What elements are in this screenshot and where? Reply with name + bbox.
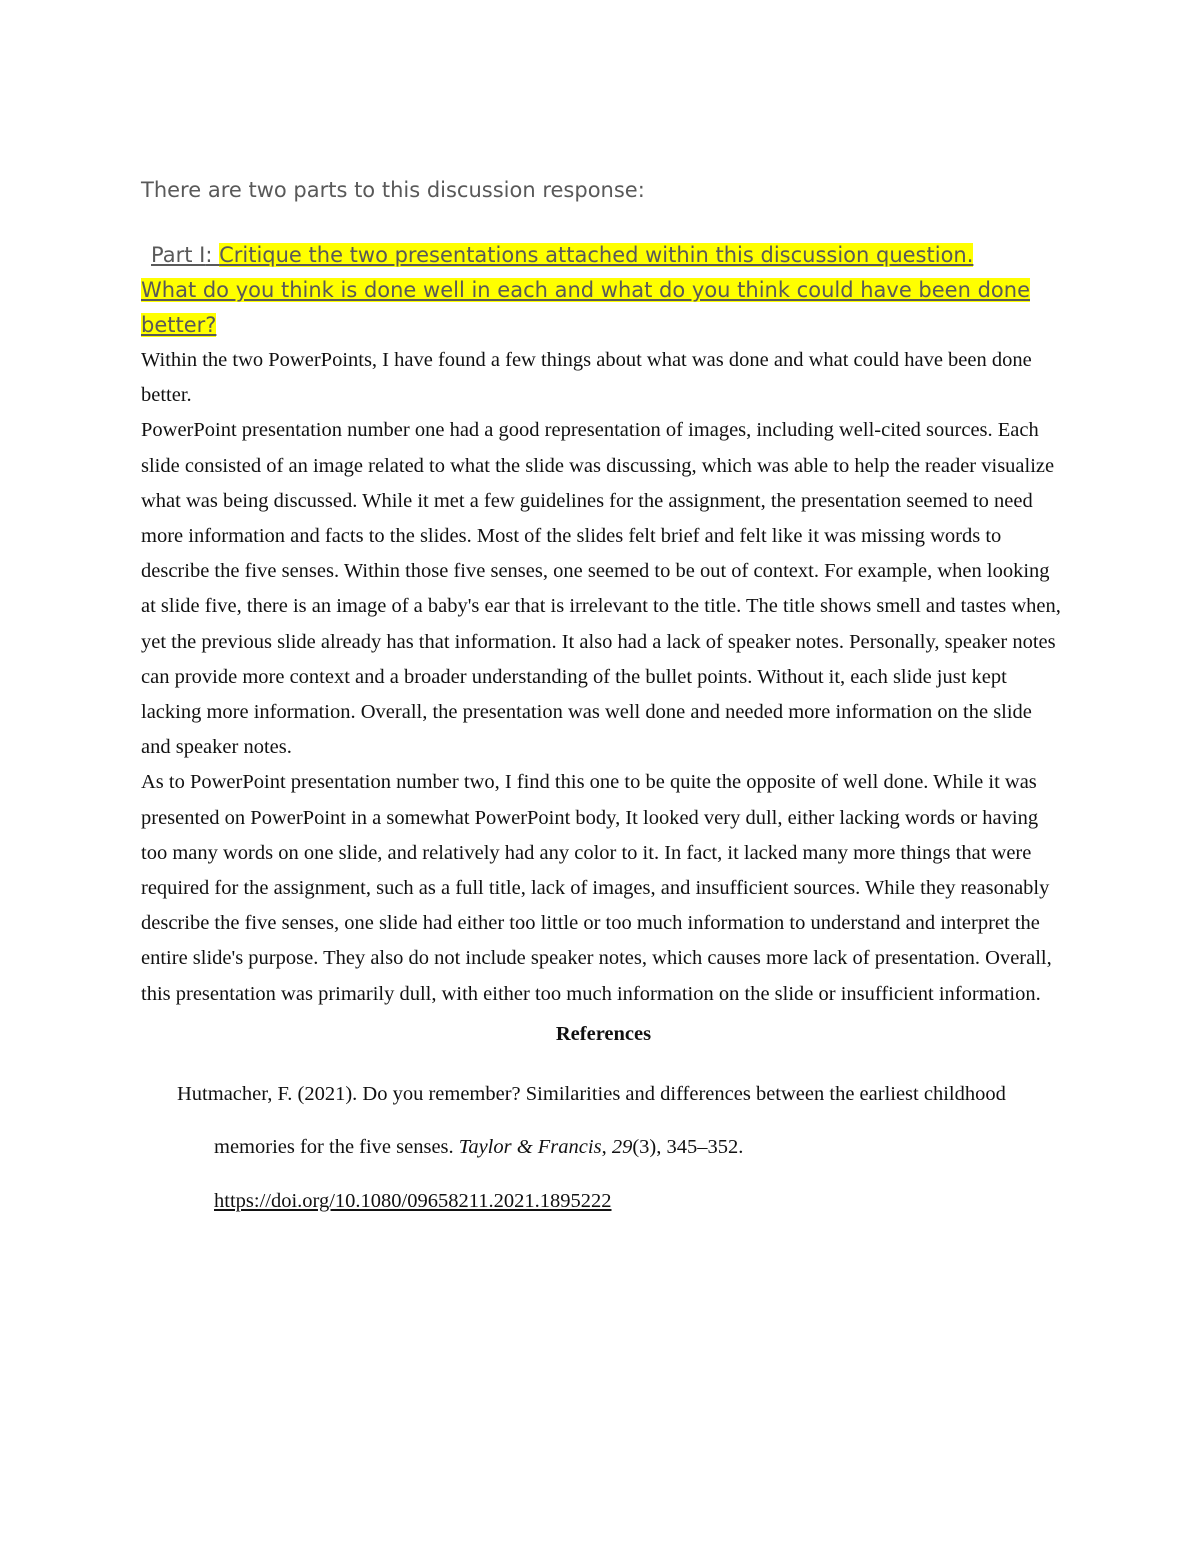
reference-sep: ,	[601, 1136, 612, 1159]
reference-doi-link[interactable]: https://doi.org/10.1080/09658211.2021.1895222	[214, 1189, 612, 1212]
part-one-block	[141, 238, 1066, 343]
document-content	[141, 170, 1066, 1228]
reference-entry	[141, 1068, 1066, 1229]
paragraph-presentation-two: As to PowerPoint presentation number two, I find this one to be quite the opposite of well done. While it was presented on PowerPoint in a somewhat PowerPoint body, It looked very dull, either lacking words or having too many words on one slide, and relatively had any color to it. In fact, it lacked many more things that were required for the assignment, such as a full title, lack of images, and insufficient sources. While they reasonably describe the five senses, one slide had either too little or too much information to understand and interpret the entire slide's purpose. They also do not include speaker notes, which causes more lack of presentation. Overall, this presentation was primarily dull, with either too much information on the slide or insufficient information.	[141, 771, 1052, 1005]
part-label-colon: :	[205, 243, 220, 267]
reference-authors-title: Hutmacher, F. (2021). Do you remember? Similarities and differences between the earliest childhood memories for the five senses.	[177, 1082, 1006, 1159]
reference-journal: Taylor & Francis	[458, 1136, 602, 1159]
part-label	[141, 243, 219, 267]
part-label-prefix: Part I	[151, 243, 206, 267]
references-heading: References	[555, 1022, 652, 1045]
highlighted-question-1: Critique the two presentations attached within this discussion question.	[219, 243, 974, 267]
part-one-question-1	[141, 238, 1066, 273]
highlighted-question-2: What do you think is done well in each and what do you think could have been done better?	[141, 278, 1030, 337]
intro-line: There are two parts to this discussion response:	[141, 178, 645, 202]
reference-issue-pages: (3), 345–352.	[632, 1136, 744, 1159]
part-one-question-2	[141, 273, 1066, 343]
paragraph-presentation-one: PowerPoint presentation number one had a good representation of images, including well-cited sources. Each slide consisted of an image related to what the slide was discussing, which was able to help the reader visualize what was being discussed. While it met a few guidelines for the assignment, the presentation seemed to need more information and facts to the slides. Most of the slides felt brief and felt like it was missing words to describe the five senses. Within those five senses, one seemed to be out of context. For example, when looking at slide five, there is an image of a baby's ear that is irrelevant to the title. The title shows smell and tastes when, yet the previous slide already has that information. It also had a lack of speaker notes. Personally, speaker notes can provide more context and a broader understanding of the bullet points. Without it, each slide just kept lacking more information. Overall, the presentation was well done and needed more information on the slide and speaker notes.	[141, 419, 1061, 759]
reference-volume: 29	[611, 1136, 633, 1159]
paragraph-intro: Within the two PowerPoints, I have found a few things about what was done and what could have been done better.	[141, 349, 1032, 407]
